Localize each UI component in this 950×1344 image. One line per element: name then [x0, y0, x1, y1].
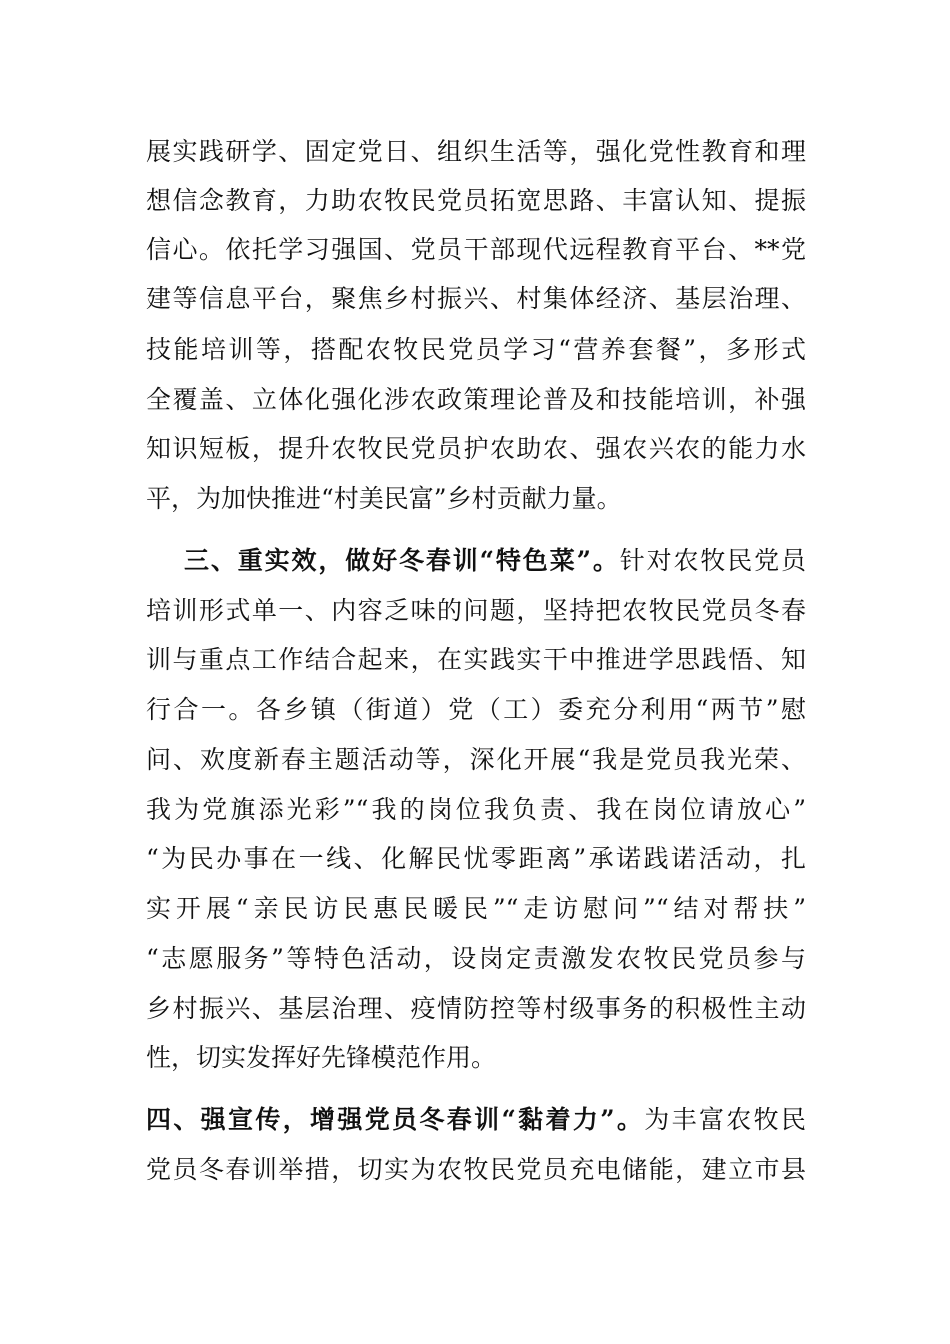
- paragraph-line: 知识短板，提升农牧民党员护农助农、强农兴农的能力水: [146, 434, 806, 463]
- paragraph-line: 信心。依托学习强国、党员干部现代远程教育平台、**党: [146, 235, 806, 264]
- paragraph-line: 想信念教育，力助农牧民党员拓宽思路、丰富认知、提振: [146, 186, 806, 215]
- section-3-first-line: [184, 541, 806, 581]
- paragraph-line: 实开展“亲民访民惠民暖民”“走访慰问”“结对帮扶”: [146, 894, 806, 923]
- paragraph-line: 问、欢度新春主题活动等，深化开展“我是党员我光荣、: [146, 745, 806, 774]
- paragraph-line: “为民办事在一线、化解民忧零距离”承诺践诺活动，扎: [146, 844, 806, 873]
- paragraph-line: 乡村振兴、基层治理、疫情防控等村级事务的积极性主动: [146, 994, 806, 1023]
- section-4-first-line: [146, 1100, 806, 1140]
- section-4-first-line-text: 为丰富农牧民: [644, 1105, 806, 1134]
- section-3-first-line-text: 针对农牧民党员: [619, 546, 806, 575]
- paragraph-line: 党员冬春训举措，切实为农牧民党员充电储能，建立市县: [146, 1155, 806, 1184]
- paragraph-line: 全覆盖、立体化强化涉农政策理论普及和技能培训，补强: [146, 385, 806, 414]
- paragraph-line: 展实践研学、固定党日、组织生活等，强化党性教育和理: [146, 137, 806, 166]
- paragraph-line: “志愿服务”等特色活动，设岗定责激发农牧民党员参与: [146, 944, 806, 973]
- paragraph-line: 我为党旗添光彩”“我的岗位我负责、我在岗位请放心”: [146, 795, 806, 824]
- section-3-heading: 三、重实效，做好冬春训“特色菜”。: [184, 546, 620, 575]
- paragraph-line: 性，切实发挥好先锋模范作用。: [146, 1043, 497, 1072]
- paragraph-line: 平，为加快推进“村美民富”乡村贡献力量。: [146, 484, 622, 513]
- paragraph-line: 建等信息平台，聚焦乡村振兴、村集体经济、基层治理、: [146, 284, 806, 313]
- paragraph-line: 训与重点工作结合起来，在实践实干中推进学思践悟、知: [146, 645, 806, 674]
- paragraph-line: 技能培训等，搭配农牧民党员学习“营养套餐”，多形式: [146, 335, 806, 364]
- paragraph-line: 培训形式单一、内容乏味的问题，坚持把农牧民党员冬春: [146, 596, 806, 625]
- paragraph-line: 行合一。各乡镇（街道）党（工）委充分利用“两节”慰: [146, 695, 806, 724]
- section-4-heading: 四、强宣传，增强党员冬春训“黏着力”。: [146, 1105, 645, 1134]
